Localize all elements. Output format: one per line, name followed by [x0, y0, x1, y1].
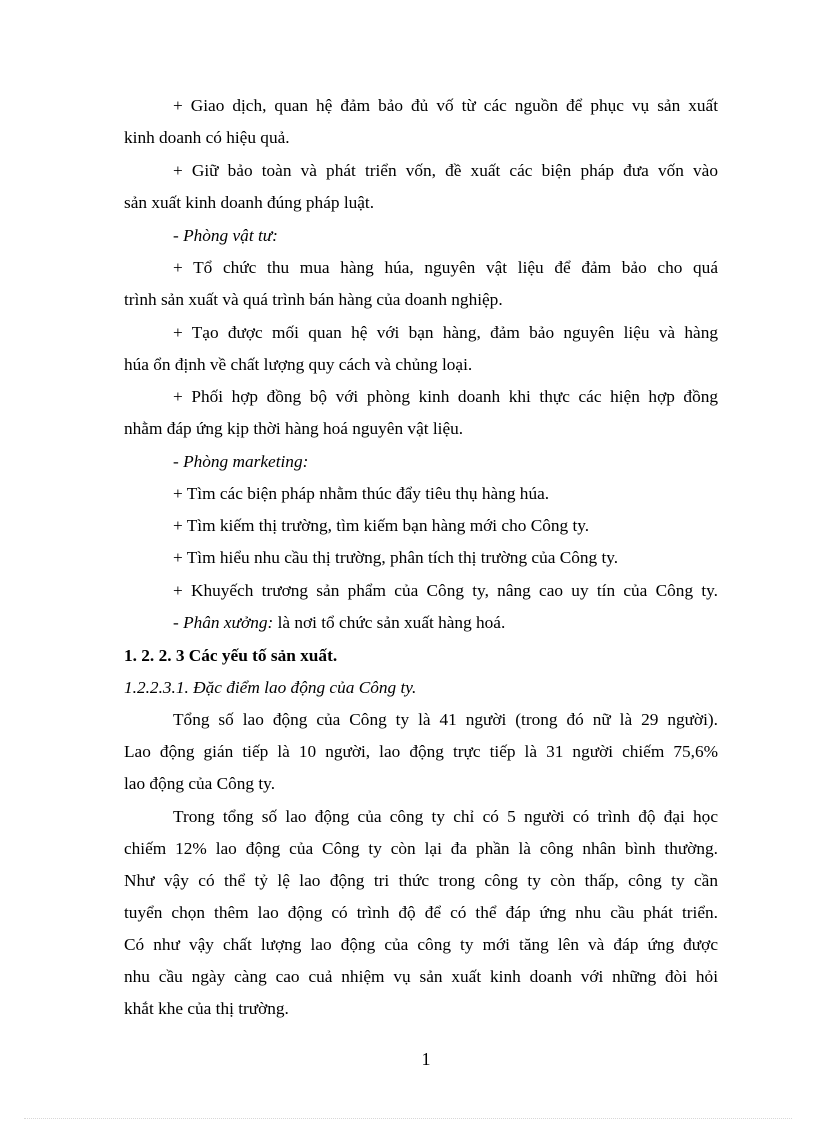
paragraph-line: nhu cầu ngày càng cao cuả nhiệm vụ sản xuất kinh doanh với những đòi hỏi [124, 967, 718, 986]
section-label-phong-vat-tu: - Phòng vật tư: [173, 226, 278, 245]
paragraph-line: tuyển chọn thêm lao động có trình độ để có thể đáp ứng nhu cầu phát triển. [124, 903, 718, 922]
paragraph-line: + Giữ bảo toàn và phát triển vốn, đề xuất các biện pháp đưa vốn vào [173, 161, 718, 180]
paragraph-line: Trong tổng số lao động của công ty chỉ có 5 người có trình độ đại học [173, 807, 718, 826]
paragraph-line: Như vậy có thể tỷ lệ lao động tri thức trong công ty còn thấp, công ty cần [124, 871, 718, 890]
section-label-phan-xuong: - Phân xưởng: [173, 613, 274, 632]
paragraph-line: Có như vậy chất lượng lao động của công ty mới tăng lên và đáp ứng được [124, 935, 718, 954]
paragraph-line: chiếm 12% lao động của Công ty còn lại đa phần là công nhân bình thường. [124, 839, 718, 858]
paragraph-line: kinh doanh có hiệu quả. [124, 128, 290, 147]
section-heading: 1. 2. 2. 3 Các yếu tố sản xuất. [124, 646, 338, 665]
paragraph-line: Lao động gián tiếp là 10 người, lao động trực tiếp là 31 người chiếm 75,6% [124, 742, 718, 761]
page-number: 1 [421, 1049, 431, 1069]
paragraph-line: + Khuyếch trương sản phẩm của Công ty, nâng cao uy tín của Công ty. [173, 581, 718, 600]
paragraph-line: + Tạo được mối quan hệ với bạn hàng, đảm bảo nguyên liệu và hàng [173, 323, 718, 342]
paragraph-line: nhằm đáp ứng kịp thời hàng hoá nguyên vật liệu. [124, 419, 464, 438]
paragraph-line: + Tìm các biện pháp nhằm thúc đẩy tiêu thụ hàng húa. [173, 484, 550, 503]
paragraph-line: húa ổn định về chất lượng quy cách và chủng loại. [124, 355, 473, 374]
paragraph-line: + Tìm kiếm thị trường, tìm kiếm bạn hàng mới cho Công ty. [173, 516, 590, 535]
paragraph-line: sản xuất kinh doanh đúng pháp luật. [124, 193, 375, 212]
paragraph-line: + Phối hợp đồng bộ với phòng kinh doanh khi thực các hiện hợp đồng [173, 387, 718, 406]
paragraph-line: lao động của Công ty. [124, 774, 276, 793]
subsection-heading: 1.2.2.3.1. Đặc điểm lao động của Công ty. [124, 678, 417, 697]
paragraph-line: khắt khe của thị trường. [124, 999, 289, 1018]
paragraph-line: trình sản xuất và quá trình bán hàng của doanh nghiệp. [124, 290, 503, 309]
paragraph-text: là nơi tổ chức sản xuất hàng hoá. [277, 613, 506, 632]
page-bottom-divider [24, 1118, 792, 1119]
paragraph-line: + Tổ chức thu mua hàng húa, nguyên vật liệu để đảm bảo cho quá [173, 258, 718, 277]
paragraph-line: Tổng số lao động của Công ty là 41 người (trong đó nữ là 29 người). [173, 710, 718, 729]
section-label-phong-marketing: - Phòng marketing: [173, 452, 309, 471]
paragraph-line: + Tìm hiểu nhu cầu thị trường, phân tích thị trường của Công ty. [173, 548, 619, 567]
paragraph-line-phan-xuong [173, 612, 718, 634]
paragraph-line: + Giao dịch, quan hệ đảm bảo đủ vố từ các nguồn để phục vụ sản xuất [173, 96, 718, 115]
